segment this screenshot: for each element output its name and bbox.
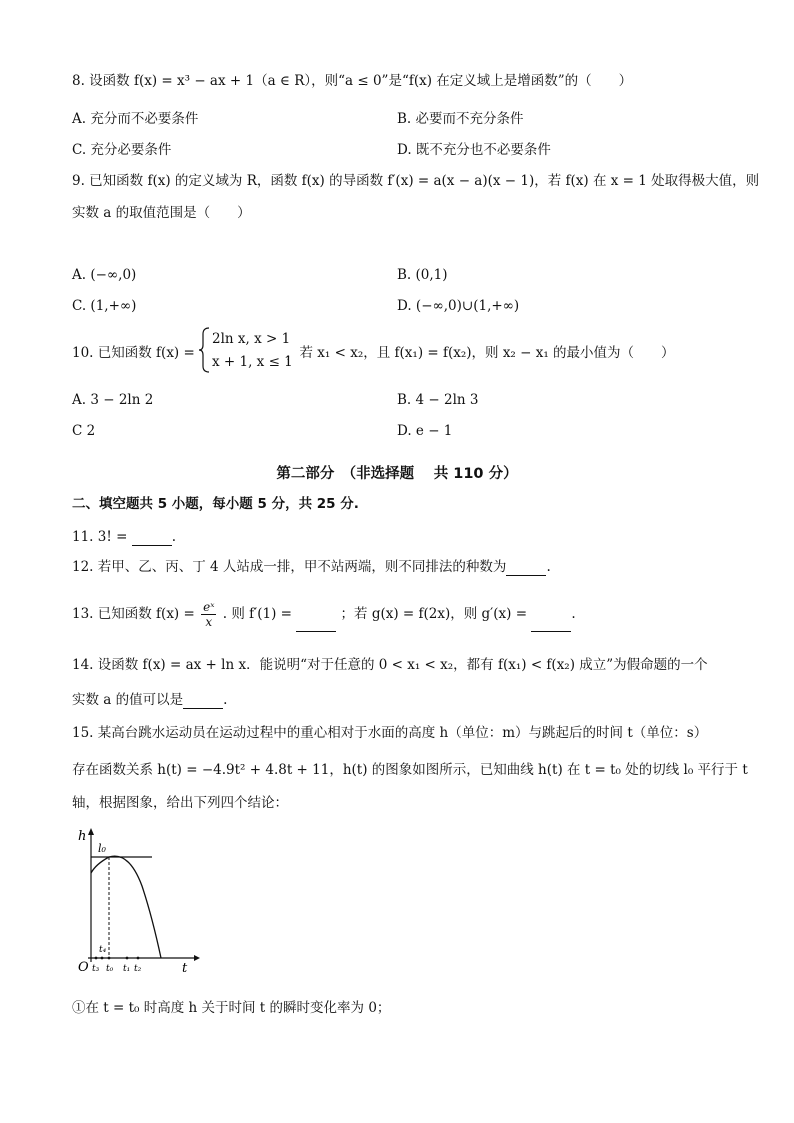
q10-option-d: D. e − 1: [397, 423, 453, 439]
t0-label: t₀: [106, 964, 114, 974]
q8-option-b: B. 必要而不充分条件: [397, 111, 524, 127]
q10-option-c: C 2: [72, 423, 96, 439]
q13-fraction: [201, 600, 216, 629]
q12: [72, 558, 551, 576]
q15-height-time-graph: [74, 826, 204, 974]
q15-line3: 轴，根据图象，给出下列四个结论：: [72, 795, 288, 811]
q14-line2-wrap: [72, 691, 227, 709]
q8-option-d: D. 既不充分也不必要条件: [397, 142, 551, 158]
q12-text: 12. 若甲、乙、丙、丁 4 人站成一排，甲不站两端，则不同排法的种数为: [72, 559, 507, 575]
q13-prefix: 13. 已知函数 f(x) =: [72, 606, 195, 622]
q13-numerator: eˣ: [203, 600, 215, 614]
q13-answer-blank-1[interactable]: [296, 617, 336, 632]
q9-option-b: B. (0,1): [397, 267, 448, 283]
t1-point: [126, 957, 129, 960]
t1-label: t₁: [123, 964, 131, 974]
l0-label: l₀: [98, 842, 106, 855]
q14-line1: 14. 设函数 f(x) = ax + ln x．能说明“对于任意的 0 < x₁ < x₂，都有 f(x₁) < f(x₂) 成立”为假命题的一个: [72, 657, 708, 673]
q9-stem-line2: 实数 a 的取值范围是（ ）: [72, 205, 251, 221]
t2-point: [137, 957, 140, 960]
part2-title: 第二部分 （非选择题 共 110 分）: [276, 466, 518, 482]
q8-option-c: C. 充分必要条件: [72, 142, 172, 158]
q10-stem-suffix: ，若 x₁ < x₂，且 f(x₁) = f(x₂)，则 x₂ − x₁ 的最小值为（ ）: [286, 345, 675, 361]
t4-point: [101, 957, 104, 960]
q15-line1: 15. 某高台跳水运动员在运动过程中的重心相对于水面的高度 h（单位：m）与跳起后的时间 t（单位：s）: [72, 725, 708, 741]
q14-end: .: [223, 692, 228, 708]
q13: [72, 596, 576, 636]
q9-stem-line1: 9. 已知函数 f(x) 的定义域为 R，函数 f(x) 的导函数 f′(x) = a(x − a)(x − 1)，若 f(x) 在 x = 1 处取得极大值，则: [72, 173, 760, 189]
q15-line2: 存在函数关系 h(t) = −4.9t² + 4.8t + 11，h(t) 的图象如图所示，已知曲线 h(t) 在 t = t₀ 处的切线 l₀ 平行于 t: [72, 762, 748, 778]
q8-stem: 8. 设函数 f(x) = x³ − ax + 1（a ∈ R），则“a ≤ 0”是“f(x) 在定义域上是增函数”的（ ）: [72, 73, 633, 89]
q8-option-a: A. 充分而不必要条件: [72, 111, 199, 127]
q13-answer-blank-2[interactable]: [531, 617, 571, 632]
h-curve: [91, 856, 161, 958]
q11-answer-blank[interactable]: [132, 531, 172, 546]
section2-heading: 二、填空题共 5 小题，每小题 5 分，共 25 分.: [72, 496, 359, 512]
q14-line2: 实数 a 的值可以是: [72, 692, 184, 708]
q13-end: .: [571, 606, 576, 622]
q9-option-a: A. (−∞,0): [72, 267, 137, 283]
q13-part3: ；若 g(x) = f(2x)，则 g′(x) =: [340, 606, 528, 622]
q10-case1: 2ln x, x > 1: [212, 331, 291, 347]
q14-answer-blank[interactable]: [183, 694, 223, 709]
q13-part2: . 则 f′(1) =: [222, 606, 292, 622]
h-axis-arrow-icon: [88, 828, 94, 835]
t0-point: [108, 957, 111, 960]
q10-option-a: A. 3 − 2ln 2: [72, 392, 154, 408]
q10-stem-prefix: 10. 已知函数 f(x) =: [72, 345, 195, 361]
q11: [72, 528, 176, 546]
q11-end: .: [171, 529, 176, 545]
h-axis-label: h: [78, 829, 87, 844]
q13-denominator: x: [205, 615, 213, 629]
q12-end: .: [546, 559, 551, 575]
q10-piecewise: [198, 326, 293, 374]
t3-label: t₃: [92, 964, 100, 974]
q10-option-b: B. 4 − 2ln 3: [397, 392, 479, 408]
t3-point: [95, 957, 98, 960]
q9-option-d: D. (−∞,0)∪(1,+∞): [397, 298, 520, 314]
t4-label: t₄: [99, 945, 107, 955]
brace-icon: [198, 326, 212, 374]
q9-option-c: C. (1,+∞): [72, 298, 137, 314]
q11-text: 11. 3! =: [72, 529, 128, 545]
q12-answer-blank[interactable]: [506, 561, 546, 576]
t2-label: t₂: [134, 964, 142, 974]
origin-label: O: [78, 960, 89, 974]
q10-case2: x + 1, x ≤ 1: [212, 354, 293, 370]
q15-conclusion-1: ①在 t = t₀ 时高度 h 关于时间 t 的瞬时变化率为 0；: [72, 1000, 391, 1016]
t-axis-arrow-icon: [194, 955, 200, 961]
t-axis-label: t: [182, 961, 188, 974]
